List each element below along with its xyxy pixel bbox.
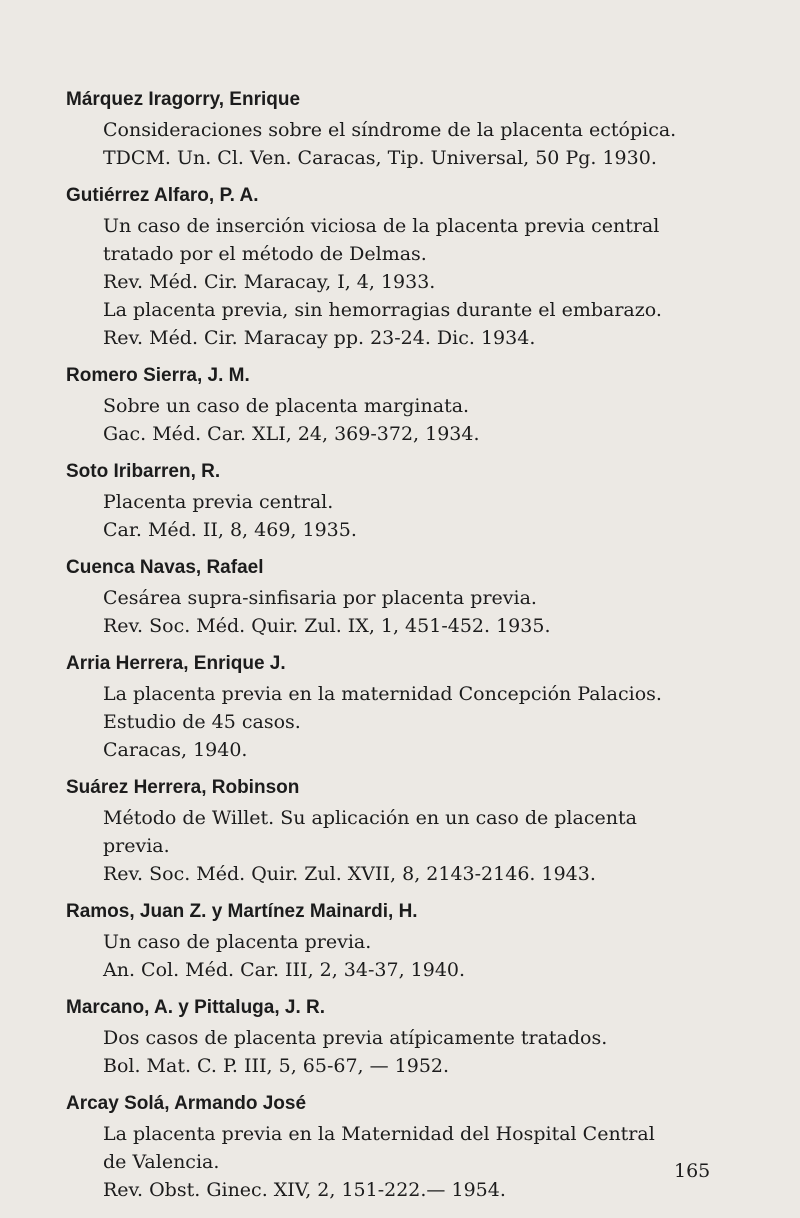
bibliography-entry [66,1090,766,1204]
entry-line: La placenta previa en la Maternidad del Hospital Central [103,1123,655,1145]
entry-author: Suárez Herrera, Robinson [66,777,300,798]
bibliography-entry [66,554,766,640]
entry-line: Rev. Méd. Cir. Maracay, I, 4, 1933. [103,271,436,293]
entry-line: previa. [103,835,170,857]
entry-line: Sobre un caso de placenta marginata. [103,395,470,417]
entry-line: tratado por el método de Delmas. [103,243,427,265]
bibliography-entry [66,362,766,448]
entry-author: Arcay Solá, Armando José [66,1093,307,1114]
entry-author: Soto Iribarren, R. [66,461,221,482]
entry-line: Bol. Mat. C. P. III, 5, 65-67, — 1952. [103,1055,450,1077]
bibliography-entry [66,182,766,352]
entry-author: Márquez Iragorry, Enrique [66,89,301,110]
bibliography-entry [66,458,766,544]
entry-line: Método de Willet. Su aplicación en un caso de placenta [103,807,637,829]
entry-author: Arria Herrera, Enrique J. [66,653,286,674]
entry-line: Rev. Soc. Méd. Quir. Zul. XVII, 8, 2143-2146. 1943. [103,863,596,885]
entry-line: Un caso de inserción viciosa de la placenta previa central [103,215,660,237]
bibliography-entry [66,774,766,888]
entry-line: La placenta previa, sin hemorragias durante el embarazo. [103,299,662,321]
entry-line: Dos casos de placenta previa atípicamente tratados. [103,1027,608,1049]
entry-line: de Valencia. [103,1151,220,1173]
entry-line: La placenta previa en la maternidad Concepción Palacios. [103,683,662,705]
entry-line: Consideraciones sobre el síndrome de la placenta ectópica. [103,119,677,141]
bibliography-entry [66,898,766,984]
entry-author: Romero Sierra, J. M. [66,365,250,386]
entry-author: Cuenca Navas, Rafael [66,557,264,578]
entry-line: Placenta previa central. [103,491,334,513]
bibliography-list [66,86,766,1204]
entry-line: Car. Méd. II, 8, 469, 1935. [103,519,357,541]
entry-line: Cesárea supra-sinfisaria por placenta previa. [103,587,537,609]
entry-line: Gac. Méd. Car. XLI, 24, 369-372, 1934. [103,423,480,445]
entry-line: TDCM. Un. Cl. Ven. Caracas, Tip. Universal, 50 Pg. 1930. [103,147,657,169]
page-number: 165 [674,1160,711,1182]
entry-author: Gutiérrez Alfaro, P. A. [66,185,259,206]
entry-line: Caracas, 1940. [103,739,248,761]
entry-line: Rev. Méd. Cir. Maracay pp. 23-24. Dic. 1934. [103,327,536,349]
entry-line: Rev. Soc. Méd. Quir. Zul. IX, 1, 451-452. 1935. [103,615,551,637]
entry-line: Un caso de placenta previa. [103,931,372,953]
entry-line: Estudio de 45 casos. [103,711,301,733]
entry-line: Rev. Obst. Ginec. XIV, 2, 151-222.— 1954. [103,1179,506,1201]
bibliography-entry [66,994,766,1080]
bibliography-entry [66,86,766,172]
entry-author: Marcano, A. y Pittaluga, J. R. [66,997,326,1018]
entry-author: Ramos, Juan Z. y Martínez Mainardi, H. [66,901,418,922]
bibliography-entry [66,650,766,764]
entry-line: An. Col. Méd. Car. III, 2, 34-37, 1940. [103,959,466,981]
